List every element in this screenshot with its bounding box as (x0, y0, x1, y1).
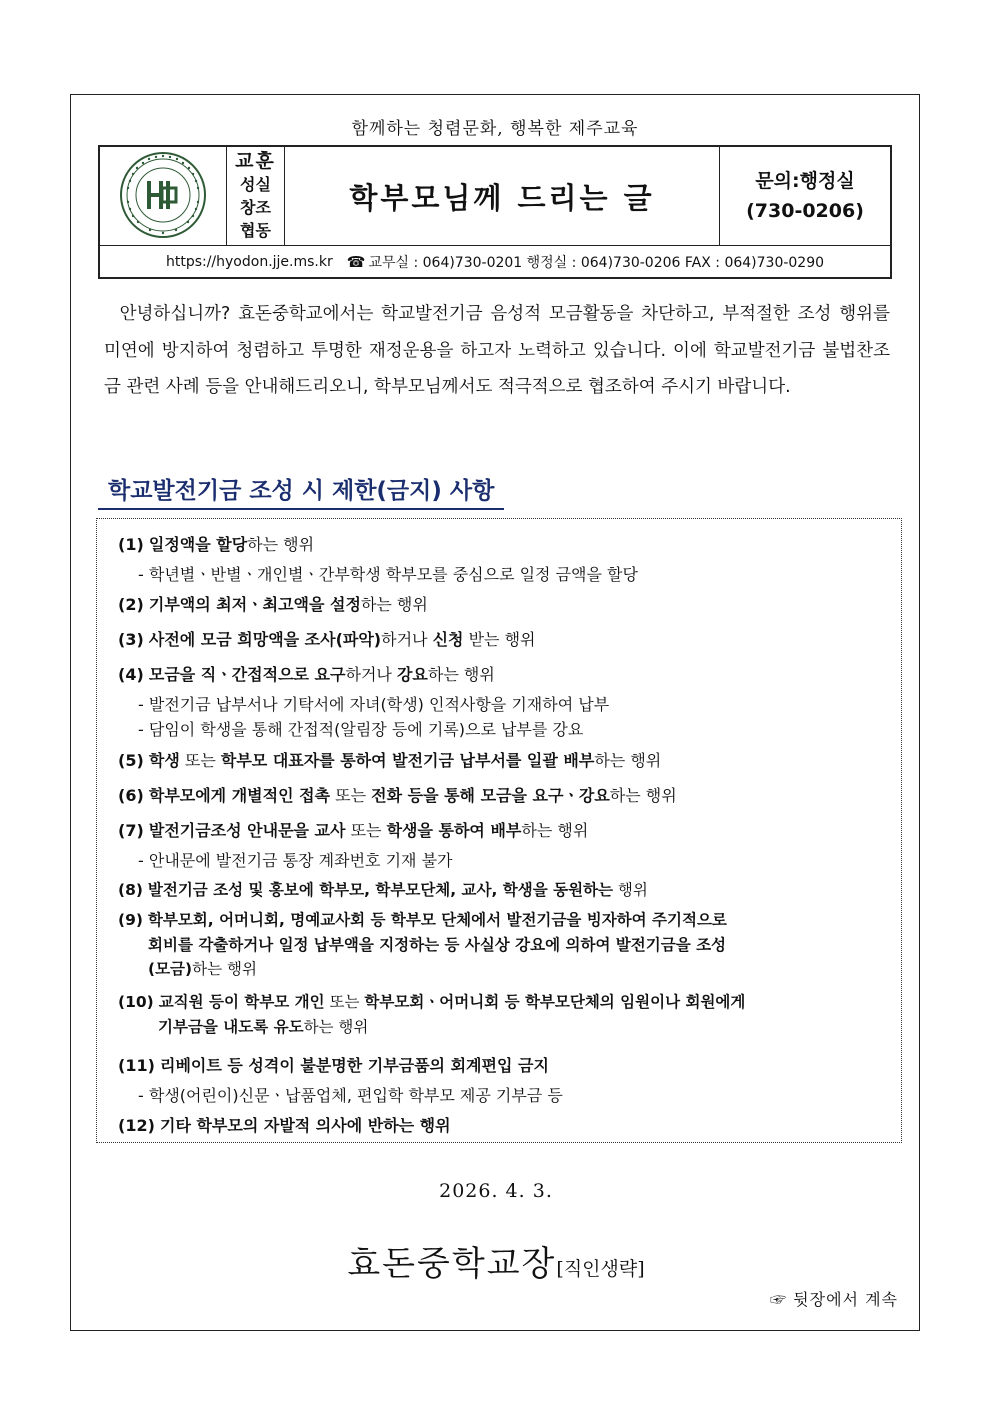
rule-number: (5) (118, 751, 144, 770)
rule-text: 하는 행위 (427, 665, 495, 684)
rule-number: (8) (118, 881, 143, 899)
rule-text: 하거나 (345, 665, 397, 684)
rule-number: (4) (118, 665, 144, 684)
rule-bold: 학부모회, 어머니회, 명예교사회 등 학부모 단체에서 발전기금을 빙자하여 주기적으로 (147, 911, 727, 929)
motto-word: 창조 (240, 198, 271, 217)
rule-number: (7) (118, 821, 144, 840)
rule-text: 하는 행위 (192, 960, 257, 978)
rule-bold: 신청 (432, 630, 464, 649)
section-title: 학교발전기금 조성 시 제한(금지) 사항 (98, 472, 504, 510)
motto-word: 협동 (240, 221, 271, 240)
phone-numbers: 교무실 : 064)730-0201 행정실 : 064)730-0206 FAX : 064)730-0290 (368, 254, 825, 271)
letterhead (98, 145, 892, 279)
rule-item (118, 592, 428, 617)
logo-cell (100, 147, 227, 245)
rule-text: 하는 행위 (247, 535, 315, 554)
rule-bold: 전화 등을 통해 모금을 요구ㆍ강요 (371, 786, 610, 805)
rule-text: 또는 (345, 821, 387, 840)
slogan: 함께하는 청렴문화, 행복한 제주교육 (351, 119, 639, 139)
rule-number: (12) (118, 1116, 155, 1135)
rule-number: (11) (118, 1056, 155, 1075)
rule-number: (9) (118, 911, 143, 929)
rule-text: 하는 행위 (609, 786, 677, 805)
intro-paragraph (104, 296, 890, 406)
motto-heading: 교훈 (235, 150, 276, 172)
contact-number: (730-0206) (746, 200, 864, 222)
rule-bold: 일정액을 할당 (148, 535, 248, 554)
rule-bold: 기부금을 내도록 유도 (158, 1018, 304, 1036)
rule-sub-item: - 담임이 학생을 통해 간접적(알림장 등에 기록)으로 납부를 강요 (138, 720, 584, 739)
title-cell (285, 147, 720, 245)
rule-text: 또는 (330, 786, 372, 805)
rule-bold: 기부액의 최저ㆍ최고액을 설정 (148, 595, 361, 614)
rule-bold: 리베이트 등 성격이 불분명한 기부금품의 회계편입 금지 (159, 1056, 549, 1075)
rule-text: 또는 (324, 993, 365, 1011)
rule-text: 하거나 (381, 630, 433, 649)
rule-text: 하는 행위 (360, 595, 428, 614)
rule-item (118, 1113, 451, 1138)
continue-text: 뒷장에서 계속 (793, 1290, 898, 1309)
rule-number: (6) (118, 786, 144, 805)
rule-item (118, 662, 495, 687)
continue-note (770, 1287, 898, 1310)
document-date: 2026. 4. 3. (439, 1180, 553, 1202)
rule-bold: 발전기금조성 안내문을 교사 (148, 821, 346, 840)
rule-number: (3) (118, 630, 144, 649)
phone-icon: ☎ (346, 252, 366, 271)
contact-label: 문의:행정실 (755, 170, 855, 192)
rule-text: 행위 (613, 881, 648, 899)
intro-text: 안녕하십니까? 효돈중학교에서는 학교발전기금 음성적 모금활동을 차단하고, 부적절한 조성 행위를 미연에 방지하여 청렴하고 투명한 재정운용을 하고자 노력하고 있습니다. 이에 학교발전기금 불법찬조금 관련 사례 등을 안내해드리오니, 학부모님께서도 적극적으로 협조하여 주시기 바랍니다. (104, 304, 890, 397)
rule-text: 또는 (179, 751, 221, 770)
rule-bold: 학부모회ㆍ어머니회 등 학부모단체의 임원이나 회원에게 (364, 993, 746, 1011)
rule-item (118, 818, 588, 843)
rule-item (118, 1053, 549, 1078)
rule-item (118, 783, 677, 808)
motto-word: 성실 (240, 175, 271, 194)
pointing-hand-icon: ☞ (770, 1290, 788, 1309)
rule-bold: 강요 (396, 665, 428, 684)
rule-item (118, 990, 745, 1015)
rule-bold: 학부모에게 개별적인 접촉 (148, 786, 331, 805)
rule-item (118, 878, 648, 903)
rule-item-continued (158, 1015, 368, 1040)
rule-bold: 회비를 각출하거나 일정 납부액을 지정하는 등 사실상 강요에 의하여 발전기금을 조성 (148, 936, 727, 954)
rule-sub-item: - 발전기금 납부서나 기탁서에 자녀(학생) 인적사항을 기재하여 납부 (138, 695, 610, 714)
info-row (100, 245, 890, 277)
rule-number: (10) (118, 993, 154, 1011)
rule-bold: (모금) (148, 960, 193, 978)
rule-text: 하는 행위 (594, 751, 662, 770)
rule-bold: 발전기금 조성 및 홍보에 학부모, 학부모단체, 교사, 학생을 동원하는 (147, 881, 613, 899)
rule-item (118, 532, 314, 557)
rule-text: 하는 행위 (521, 821, 589, 840)
rule-sub-item: - 학년별ㆍ반별ㆍ개인별ㆍ간부학생 학부모를 중심으로 일정 금액을 할당 (138, 565, 638, 584)
rule-item-continued (148, 933, 726, 958)
rule-number: (1) (118, 535, 144, 554)
rule-bold: 학생을 통하여 배부 (386, 821, 522, 840)
rule-item-continued (148, 957, 257, 982)
signature-seal: [직인생략] (556, 1258, 645, 1280)
rule-item (118, 748, 661, 773)
rule-item (118, 627, 536, 652)
motto-cell (227, 147, 285, 245)
signature (0, 1236, 992, 1285)
signature-name: 효돈중학교장 (347, 1244, 557, 1284)
rule-text: 하는 행위 (303, 1018, 369, 1036)
rule-bold: 모금을 직ㆍ간접적으로 요구 (148, 665, 346, 684)
rule-sub-item: - 학생(어린이)신문ㆍ납품업체, 편입학 학부모 제공 기부금 등 (138, 1086, 563, 1105)
school-url[interactable]: https://hyodon.jje.ms.kr (165, 253, 333, 270)
document-title: 학부모님께 드리는 글 (349, 180, 655, 215)
contact-cell (720, 147, 890, 245)
rule-text: 받는 행위 (463, 630, 536, 649)
school-logo (100, 147, 227, 245)
rule-bold: 학생 (148, 751, 180, 770)
rule-bold: 사전에 모금 희망액을 조사(파악) (148, 630, 382, 649)
rule-bold: 학부모 대표자를 통하여 발전기금 납부서를 일괄 배부 (220, 751, 595, 770)
rule-bold: 기타 학부모의 자발적 의사에 반하는 행위 (159, 1116, 451, 1135)
rule-bold: 교직원 등이 학부모 개인 (158, 993, 325, 1011)
rule-item (118, 908, 727, 933)
rule-sub-item: - 안내문에 발전기금 통장 계좌번호 기재 불가 (138, 851, 453, 870)
rule-number: (2) (118, 595, 144, 614)
